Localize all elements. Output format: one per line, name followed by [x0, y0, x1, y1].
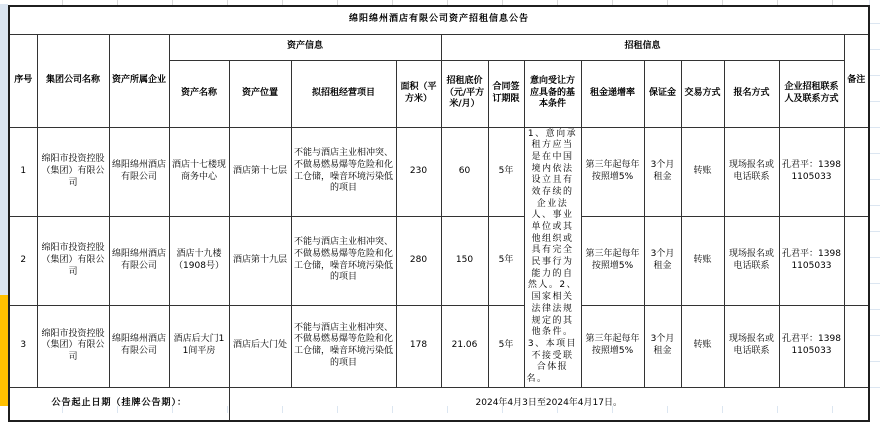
rent-increase-cell: 第三年起每年按照增5% [581, 305, 644, 387]
contact-cell: 孔君平：13981105033 [779, 217, 844, 305]
title-row [9, 6, 869, 34]
asset-location-cell: 酒店第十七层 [229, 127, 291, 217]
rent-increase-cell: 第三年起每年按照增5% [581, 127, 644, 217]
announcement-period-value: 2024年4月3日至2024年4月17日。 [229, 387, 869, 421]
planned-project-cell: 不能与酒店主业相冲突、不做易燃易爆等危险和化工仓储，噪音环境污染低的项目 [291, 305, 396, 387]
header-transaction-method: 交易方式 [681, 60, 724, 127]
header-asset-info-group: 资产信息 [169, 34, 441, 60]
header-conditions: 意向受让方应具备的基本条件 [524, 60, 581, 127]
deposit-cell: 3个月租金 [644, 305, 681, 387]
deposit-cell: 3个月租金 [644, 127, 681, 217]
table-row [9, 305, 869, 387]
seq-cell: 3 [9, 305, 37, 387]
asset-owner-cell: 绵阳绵州酒店有限公司 [109, 305, 169, 387]
remarks-cell [844, 127, 869, 217]
deposit-cell: 3个月租金 [644, 217, 681, 305]
area-cell: 280 [396, 217, 441, 305]
remarks-cell [844, 305, 869, 387]
base-price-cell: 60 [441, 127, 488, 217]
asset-owner-cell: 绵阳绵州酒店有限公司 [109, 217, 169, 305]
header-seq: 序号 [9, 34, 37, 127]
asset-name-cell: 酒店后大门11间平房 [169, 305, 229, 387]
announcement-period-label: 公告起止日期（挂牌公告期）： [9, 387, 229, 421]
header-deposit: 保证金 [644, 60, 681, 127]
planned-project-cell: 不能与酒店主业相冲突、不做易燃易爆等危险和化工仓储，噪音环境污染低的项目 [291, 217, 396, 305]
remarks-cell [844, 217, 869, 305]
base-price-cell: 150 [441, 217, 488, 305]
transaction-method-cell: 转账 [681, 217, 724, 305]
rental-announcement-table [8, 5, 870, 422]
footer-row [9, 387, 869, 421]
table-row [9, 127, 869, 217]
header-planned-project: 拟招租经营项目 [291, 60, 396, 127]
asset-owner-cell: 绵阳绵州酒店有限公司 [109, 127, 169, 217]
header-contact: 企业招租联系人及联系方式 [779, 60, 844, 127]
seq-cell: 2 [9, 217, 37, 305]
contract-term-cell: 5年 [488, 217, 524, 305]
asset-name-cell: 酒店十七楼现商务中心 [169, 127, 229, 217]
header-rent-increase: 租金递增率 [581, 60, 644, 127]
asset-location-cell: 酒店第十九层 [229, 217, 291, 305]
registration-method-cell: 现场报名或电话联系 [724, 217, 779, 305]
conditions-cell: 1、意向承租方应当是在中国境内依法设立且有效存续的企业法人、事业单位或其他组织或具有完全民事行为能力的自然人。2、国家相关法律法规规定的其他条件。3、本项目不接受联合体报名。 [524, 127, 581, 387]
header-registration-method: 报名方式 [724, 60, 779, 127]
header-rental-info-group: 招租信息 [441, 34, 844, 60]
group-company-cell: 绵阳市投资控股（集团）有限公司 [37, 305, 109, 387]
seq-cell: 1 [9, 127, 37, 217]
planned-project-cell: 不能与酒店主业相冲突、不做易燃易爆等危险和化工仓储，噪音环境污染低的项目 [291, 127, 396, 217]
header-remarks: 备注 [844, 34, 869, 127]
table-row [9, 217, 869, 305]
area-cell: 178 [396, 305, 441, 387]
transaction-method-cell: 转账 [681, 305, 724, 387]
sheet-gridlines-right [869, 0, 880, 413]
header-contract-term: 合同签订期限 [488, 60, 524, 127]
rent-increase-cell: 第三年起每年按照增5% [581, 217, 644, 305]
contract-term-cell: 5年 [488, 127, 524, 217]
group-company-cell: 绵阳市投资控股（集团）有限公司 [37, 217, 109, 305]
contact-cell: 孔君平：13981105033 [779, 305, 844, 387]
registration-method-cell: 现场报名或电话联系 [724, 127, 779, 217]
asset-location-cell: 酒店后大门处 [229, 305, 291, 387]
contract-term-cell: 5年 [488, 305, 524, 387]
header-area: 面积（平方米） [396, 60, 441, 127]
header-asset-name: 资产名称 [169, 60, 229, 127]
group-company-cell: 绵阳市投资控股（集团）有限公司 [37, 127, 109, 217]
header-asset-location: 资产位置 [229, 60, 291, 127]
page-title: 绵阳绵州酒店有限公司资产招租信息公告 [9, 6, 869, 34]
header-group-row [9, 34, 869, 60]
registration-method-cell: 现场报名或电话联系 [724, 305, 779, 387]
transaction-method-cell: 转账 [681, 127, 724, 217]
header-group-company: 集团公司名称 [37, 34, 109, 127]
asset-name-cell: 酒店十九楼（1908号） [169, 217, 229, 305]
base-price-cell: 21.06 [441, 305, 488, 387]
area-cell: 230 [396, 127, 441, 217]
header-base-price: 招租底价（元/平方米/月） [441, 60, 488, 127]
contact-cell: 孔君平：13981105033 [779, 127, 844, 217]
header-asset-owner: 资产所属企业 [109, 34, 169, 127]
